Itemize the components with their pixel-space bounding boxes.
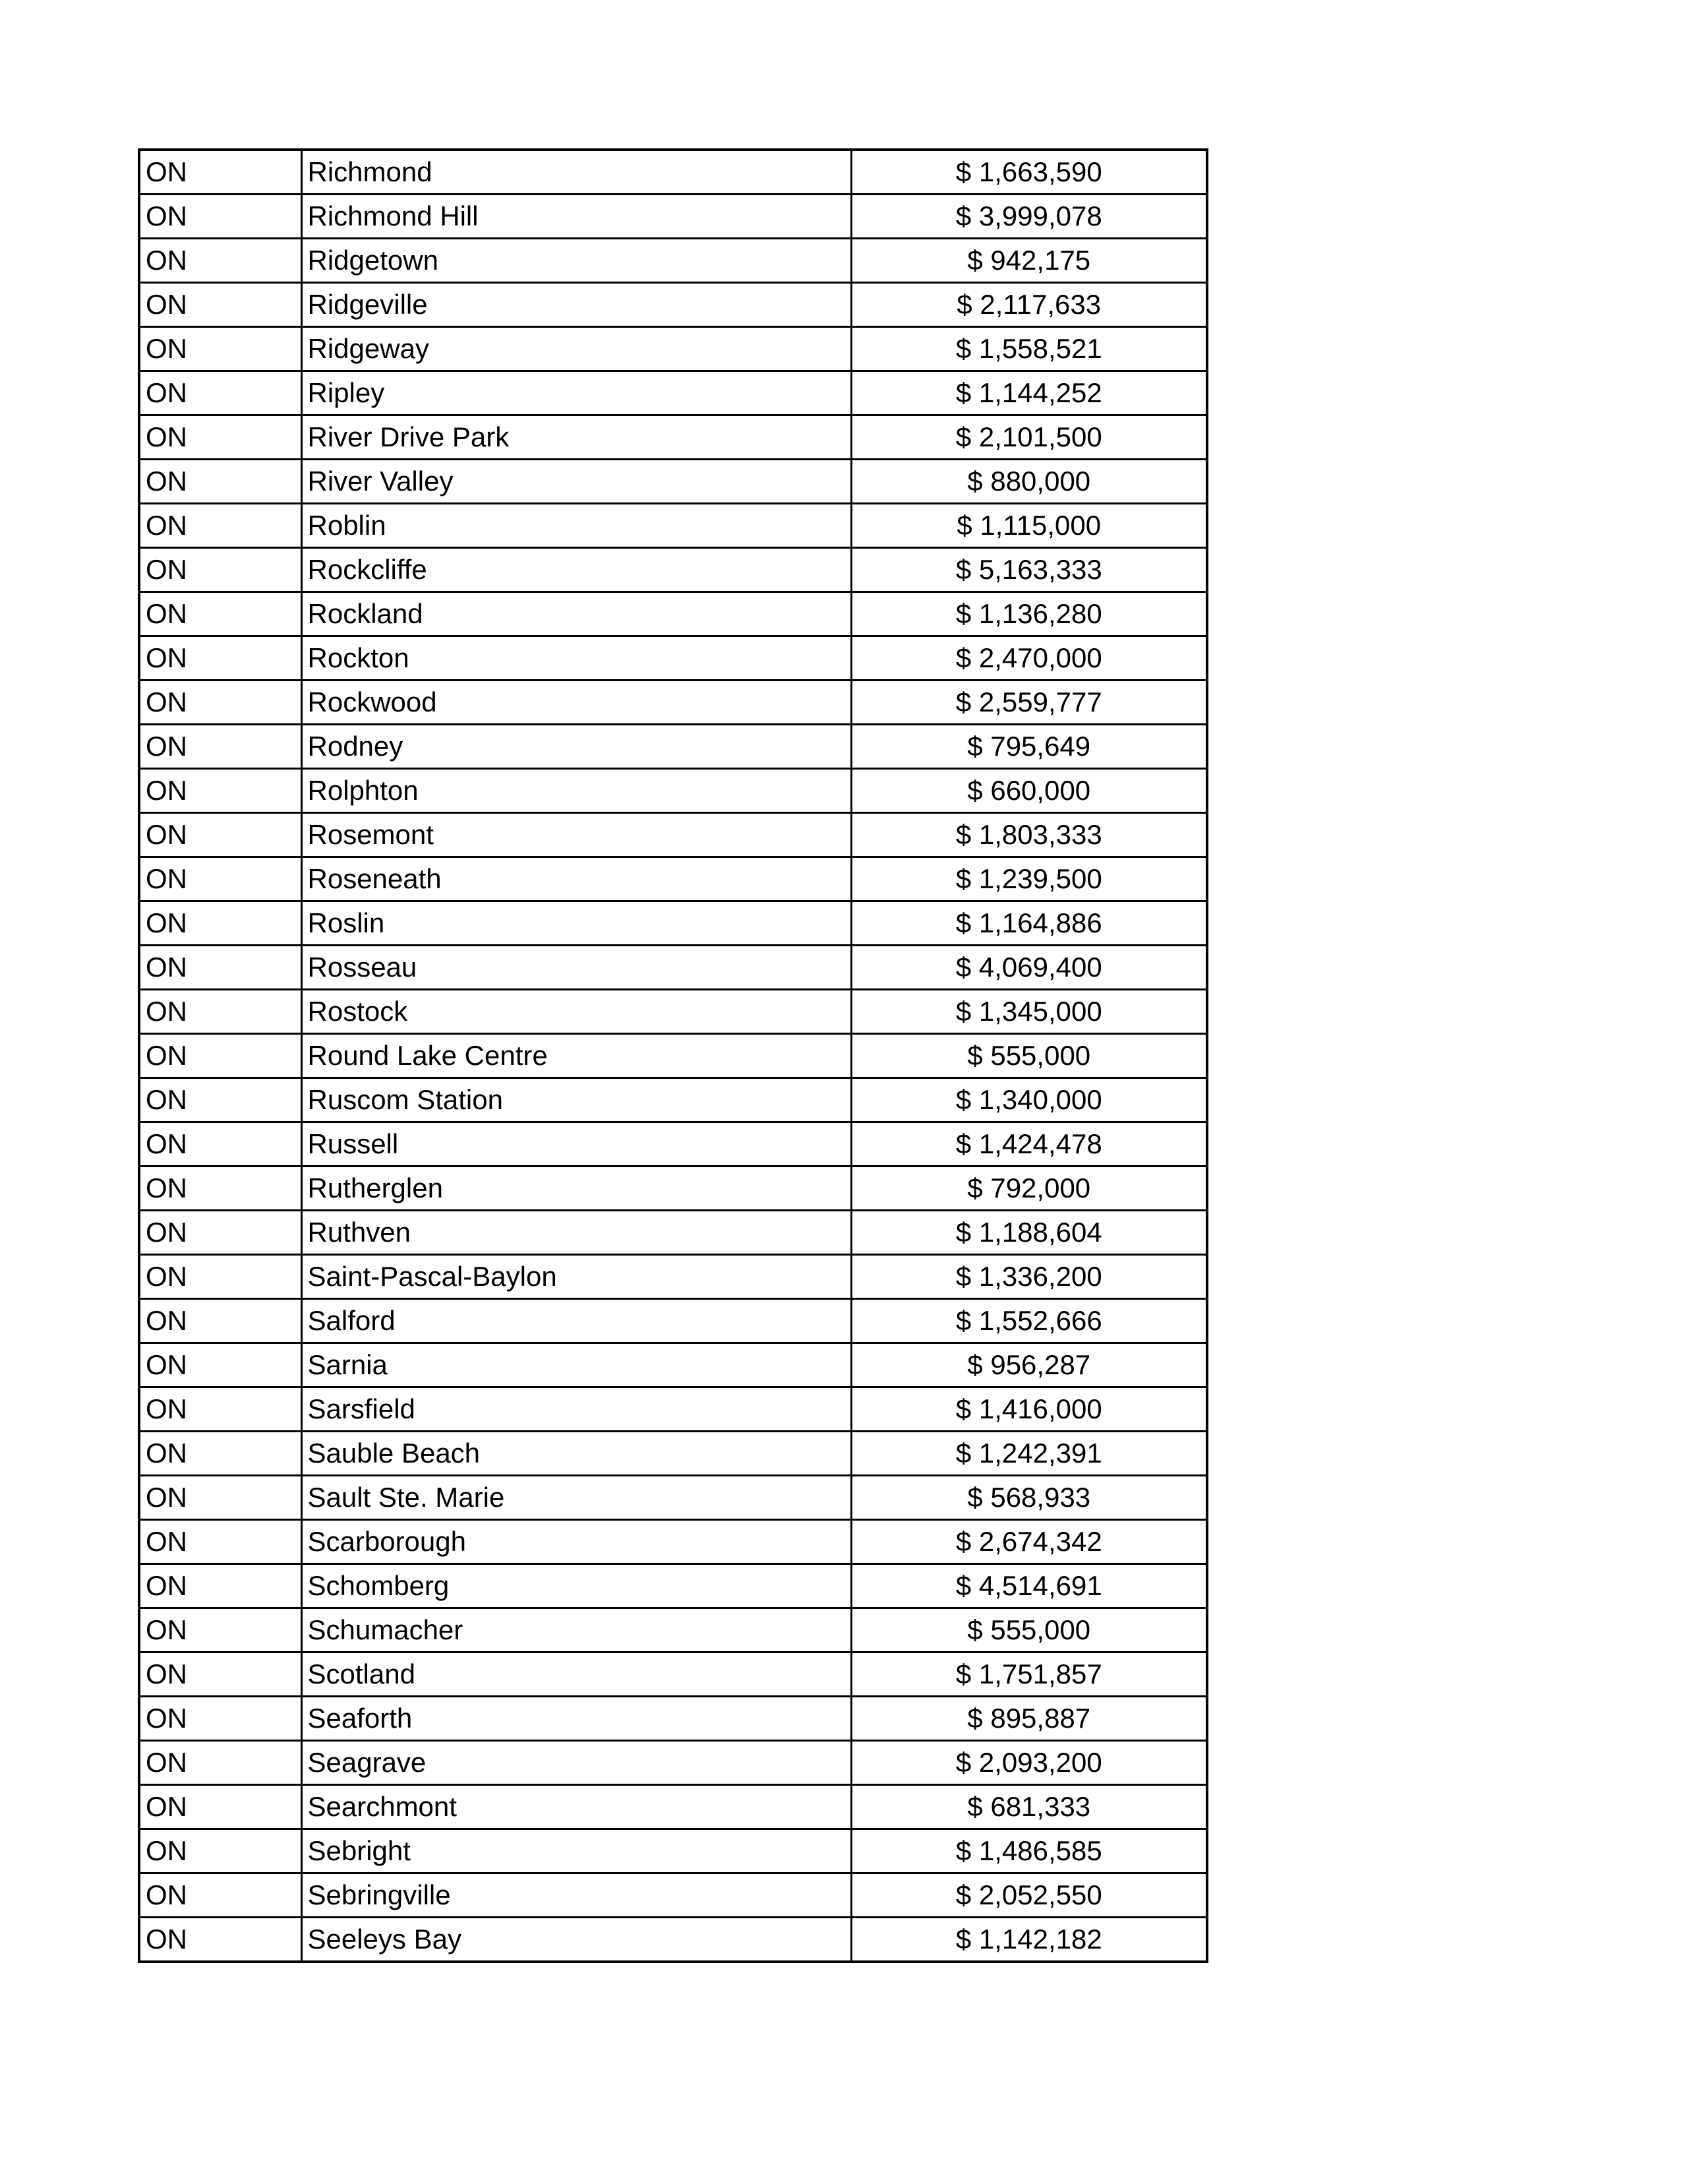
table-row — [139, 1299, 1207, 1343]
price-cell: $ 942,175 — [851, 239, 1207, 283]
price-table — [138, 148, 1208, 1963]
price-cell: $ 795,649 — [851, 725, 1207, 769]
place-cell: Rostock — [301, 990, 851, 1034]
table-row — [139, 195, 1207, 239]
province-cell: ON — [139, 636, 301, 681]
price-cell: $ 2,093,200 — [851, 1741, 1207, 1785]
table-row — [139, 504, 1207, 548]
price-cell: $ 1,336,200 — [851, 1255, 1207, 1299]
price-cell: $ 2,101,500 — [851, 415, 1207, 460]
price-cell: $ 1,142,182 — [851, 1918, 1207, 1962]
table-row — [139, 283, 1207, 327]
price-cell: $ 5,163,333 — [851, 548, 1207, 592]
price-cell: $ 4,069,400 — [851, 946, 1207, 990]
table-row — [139, 1167, 1207, 1211]
table-row — [139, 327, 1207, 371]
table-row — [139, 1829, 1207, 1873]
place-cell: Searchmont — [301, 1785, 851, 1829]
price-cell: $ 1,416,000 — [851, 1387, 1207, 1432]
province-cell: ON — [139, 1873, 301, 1918]
province-cell: ON — [139, 1299, 301, 1343]
province-cell: ON — [139, 1520, 301, 1564]
province-cell: ON — [139, 1211, 301, 1255]
province-cell: ON — [139, 901, 301, 946]
table-row — [139, 592, 1207, 636]
place-cell: Ruthven — [301, 1211, 851, 1255]
province-cell: ON — [139, 1122, 301, 1167]
province-cell: ON — [139, 1167, 301, 1211]
place-cell: Sebright — [301, 1829, 851, 1873]
table-row — [139, 1918, 1207, 1962]
province-cell: ON — [139, 857, 301, 901]
province-cell: ON — [139, 681, 301, 725]
province-cell: ON — [139, 1432, 301, 1476]
place-cell: Rockland — [301, 592, 851, 636]
table-row — [139, 901, 1207, 946]
table-row — [139, 990, 1207, 1034]
price-cell: $ 1,558,521 — [851, 327, 1207, 371]
province-cell: ON — [139, 1034, 301, 1078]
province-cell: ON — [139, 946, 301, 990]
price-cell: $ 660,000 — [851, 769, 1207, 813]
price-cell: $ 1,552,666 — [851, 1299, 1207, 1343]
table-row — [139, 813, 1207, 857]
province-cell: ON — [139, 1697, 301, 1741]
table-row — [139, 371, 1207, 415]
place-cell: Schumacher — [301, 1608, 851, 1653]
table-row — [139, 725, 1207, 769]
price-cell: $ 2,674,342 — [851, 1520, 1207, 1564]
province-cell: ON — [139, 371, 301, 415]
table-row — [139, 946, 1207, 990]
province-cell: ON — [139, 1078, 301, 1122]
place-cell: River Valley — [301, 460, 851, 504]
place-cell: Ripley — [301, 371, 851, 415]
place-cell: Rockcliffe — [301, 548, 851, 592]
place-cell: Sauble Beach — [301, 1432, 851, 1476]
province-cell: ON — [139, 504, 301, 548]
table-row — [139, 1387, 1207, 1432]
province-cell: ON — [139, 1785, 301, 1829]
place-cell: Scotland — [301, 1653, 851, 1697]
table-row — [139, 1697, 1207, 1741]
place-cell: Rosseau — [301, 946, 851, 990]
place-cell: Rockton — [301, 636, 851, 681]
table-row — [139, 1873, 1207, 1918]
province-cell: ON — [139, 1741, 301, 1785]
price-cell: $ 1,803,333 — [851, 813, 1207, 857]
price-cell: $ 1,144,252 — [851, 371, 1207, 415]
price-cell: $ 956,287 — [851, 1343, 1207, 1387]
province-cell: ON — [139, 327, 301, 371]
table-row — [139, 1122, 1207, 1167]
place-cell: Sault Ste. Marie — [301, 1476, 851, 1520]
price-cell: $ 880,000 — [851, 460, 1207, 504]
price-cell: $ 2,117,633 — [851, 283, 1207, 327]
table-row — [139, 150, 1207, 195]
price-cell: $ 1,164,886 — [851, 901, 1207, 946]
table-row — [139, 460, 1207, 504]
price-cell: $ 555,000 — [851, 1608, 1207, 1653]
table-row — [139, 681, 1207, 725]
place-cell: Roseneath — [301, 857, 851, 901]
table-row — [139, 415, 1207, 460]
place-cell: Saint-Pascal-Baylon — [301, 1255, 851, 1299]
province-cell: ON — [139, 1255, 301, 1299]
price-cell: $ 568,933 — [851, 1476, 1207, 1520]
place-cell: Roslin — [301, 901, 851, 946]
place-cell: Ruscom Station — [301, 1078, 851, 1122]
province-cell: ON — [139, 239, 301, 283]
price-cell: $ 1,424,478 — [851, 1122, 1207, 1167]
province-cell: ON — [139, 195, 301, 239]
province-cell: ON — [139, 415, 301, 460]
place-cell: Schomberg — [301, 1564, 851, 1608]
price-cell: $ 2,559,777 — [851, 681, 1207, 725]
province-cell: ON — [139, 725, 301, 769]
table-row — [139, 1785, 1207, 1829]
place-cell: Roblin — [301, 504, 851, 548]
table-row — [139, 1476, 1207, 1520]
table-row — [139, 857, 1207, 901]
place-cell: Rodney — [301, 725, 851, 769]
place-cell: Seaforth — [301, 1697, 851, 1741]
place-cell: Sebringville — [301, 1873, 851, 1918]
province-cell: ON — [139, 1608, 301, 1653]
price-cell: $ 1,115,000 — [851, 504, 1207, 548]
table-row — [139, 1520, 1207, 1564]
place-cell: Salford — [301, 1299, 851, 1343]
price-cell: $ 555,000 — [851, 1034, 1207, 1078]
price-cell: $ 895,887 — [851, 1697, 1207, 1741]
province-cell: ON — [139, 813, 301, 857]
price-cell: $ 1,239,500 — [851, 857, 1207, 901]
table-body — [139, 150, 1207, 1962]
place-cell: Sarnia — [301, 1343, 851, 1387]
price-cell: $ 2,052,550 — [851, 1873, 1207, 1918]
province-cell: ON — [139, 460, 301, 504]
place-cell: Ridgeway — [301, 327, 851, 371]
table-row — [139, 769, 1207, 813]
province-cell: ON — [139, 1343, 301, 1387]
province-cell: ON — [139, 1653, 301, 1697]
place-cell: Rolphton — [301, 769, 851, 813]
table-row — [139, 1034, 1207, 1078]
table-row — [139, 1255, 1207, 1299]
table-row — [139, 1564, 1207, 1608]
place-cell: Seagrave — [301, 1741, 851, 1785]
table-row — [139, 1211, 1207, 1255]
table-row — [139, 548, 1207, 592]
table-row — [139, 1078, 1207, 1122]
place-cell: Rosemont — [301, 813, 851, 857]
province-cell: ON — [139, 1829, 301, 1873]
place-cell: Scarborough — [301, 1520, 851, 1564]
price-cell: $ 792,000 — [851, 1167, 1207, 1211]
place-cell: Russell — [301, 1122, 851, 1167]
table-row — [139, 636, 1207, 681]
price-cell: $ 1,751,857 — [851, 1653, 1207, 1697]
price-cell: $ 3,999,078 — [851, 195, 1207, 239]
table-row — [139, 1741, 1207, 1785]
province-cell: ON — [139, 283, 301, 327]
table-row — [139, 1432, 1207, 1476]
table-row — [139, 1343, 1207, 1387]
province-cell: ON — [139, 769, 301, 813]
place-cell: Richmond — [301, 150, 851, 195]
price-cell: $ 1,136,280 — [851, 592, 1207, 636]
price-cell: $ 1,340,000 — [851, 1078, 1207, 1122]
province-cell: ON — [139, 592, 301, 636]
place-cell: Sarsfield — [301, 1387, 851, 1432]
place-cell: Richmond Hill — [301, 195, 851, 239]
price-cell: $ 1,486,585 — [851, 1829, 1207, 1873]
table-row — [139, 239, 1207, 283]
price-cell: $ 4,514,691 — [851, 1564, 1207, 1608]
place-cell: Ridgetown — [301, 239, 851, 283]
place-cell: Seeleys Bay — [301, 1918, 851, 1962]
place-cell: Round Lake Centre — [301, 1034, 851, 1078]
place-cell: Ridgeville — [301, 283, 851, 327]
table-row — [139, 1653, 1207, 1697]
province-cell: ON — [139, 990, 301, 1034]
price-cell: $ 1,242,391 — [851, 1432, 1207, 1476]
price-cell: $ 1,188,604 — [851, 1211, 1207, 1255]
table-row — [139, 1608, 1207, 1653]
place-cell: Rockwood — [301, 681, 851, 725]
price-cell: $ 1,345,000 — [851, 990, 1207, 1034]
province-cell: ON — [139, 150, 301, 195]
province-cell: ON — [139, 1476, 301, 1520]
province-cell: ON — [139, 548, 301, 592]
province-cell: ON — [139, 1918, 301, 1962]
province-cell: ON — [139, 1387, 301, 1432]
price-cell: $ 681,333 — [851, 1785, 1207, 1829]
price-cell: $ 1,663,590 — [851, 150, 1207, 195]
place-cell: River Drive Park — [301, 415, 851, 460]
price-cell: $ 2,470,000 — [851, 636, 1207, 681]
place-cell: Rutherglen — [301, 1167, 851, 1211]
province-cell: ON — [139, 1564, 301, 1608]
